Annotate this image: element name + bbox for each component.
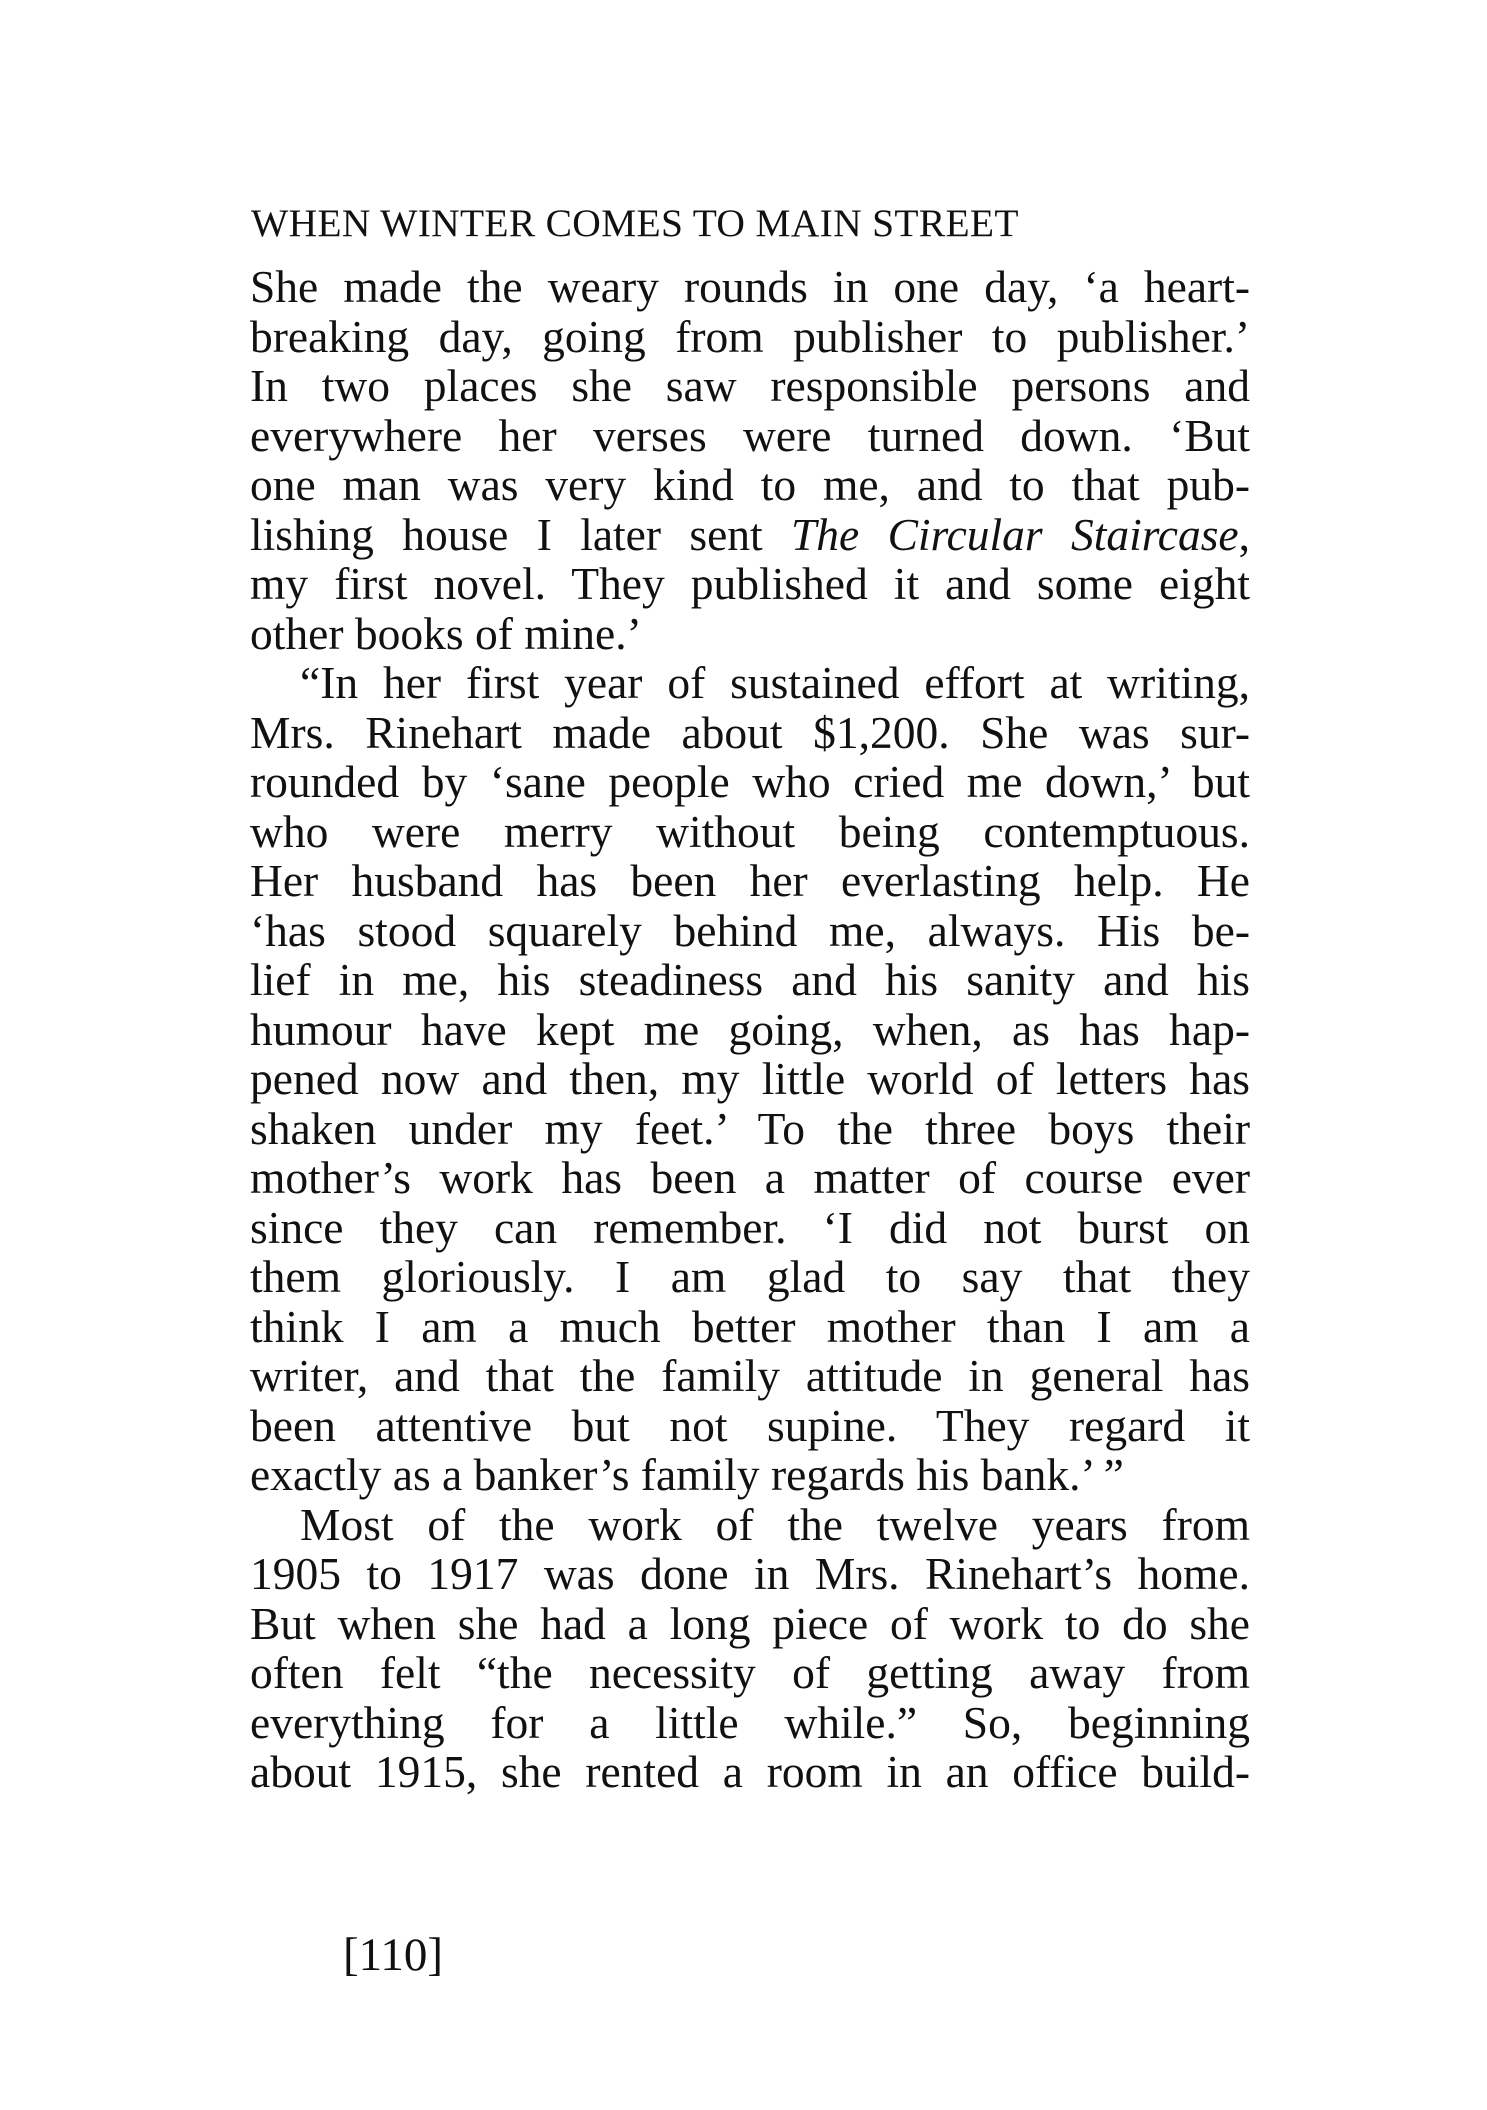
paragraph bbox=[250, 262, 1250, 658]
text-line: think I am a much better mother than I am a bbox=[250, 1300, 1250, 1352]
text-line: often felt “the necessity of getting away from bbox=[250, 1647, 1250, 1698]
text-line: shaken under my feet.’ To the three boys their bbox=[250, 1102, 1250, 1154]
text-line: breaking day, going from publisher to publisher.’ bbox=[250, 310, 1250, 362]
text-line: one man was very kind to me, and to that pub- bbox=[250, 459, 1250, 510]
text-line: In two places she saw responsible persons and bbox=[250, 360, 1250, 411]
text-line: “In her first year of sustained effort at writing, bbox=[300, 657, 1250, 708]
text-line: everywhere her verses were turned down. ‘But bbox=[250, 409, 1250, 461]
page-number: [110] bbox=[343, 1929, 444, 1981]
text-line: She made the weary rounds in one day, ‘a heart- bbox=[250, 261, 1250, 312]
text-line: who were merry without being contemptuous. bbox=[250, 805, 1250, 857]
text-line: about 1915, she rented a room in an office build- bbox=[250, 1746, 1250, 1797]
text-line: mother’s work has been a matter of course ever bbox=[250, 1152, 1250, 1203]
book-title: The Circular Staircase bbox=[791, 508, 1239, 560]
text-line: humour have kept me going, when, as has hap- bbox=[250, 1003, 1250, 1055]
body-text bbox=[250, 262, 1250, 1797]
text-line: ‘has stood squarely behind me, always. His be- bbox=[250, 904, 1250, 956]
text-line: But when she had a long piece of work to do she bbox=[250, 1597, 1250, 1649]
text-line: since they can remember. ‘I did not burst on bbox=[250, 1201, 1250, 1253]
text-line: my first novel. They published it and some eight bbox=[250, 558, 1250, 609]
text-run: lishing house I later sent bbox=[250, 508, 791, 560]
running-head: WHEN WINTER COMES TO MAIN STREET bbox=[251, 201, 1019, 245]
paragraph bbox=[250, 1500, 1250, 1797]
text-line: everything for a little while.” So, beginning bbox=[250, 1696, 1250, 1748]
text-line: Her husband has been her everlasting help. He bbox=[250, 855, 1250, 906]
text-line: writer, and that the family attitude in general has bbox=[250, 1350, 1250, 1401]
text-run: , bbox=[1238, 508, 1250, 560]
text-line: been attentive but not supine. They regard it bbox=[250, 1399, 1250, 1451]
text-line: lief in me, his steadiness and his sanity and his bbox=[250, 954, 1250, 1005]
text-line: them gloriously. I am glad to say that they bbox=[250, 1251, 1250, 1302]
text-line: other books of mine.’ bbox=[250, 607, 642, 659]
text-line: pened now and then, my little world of letters has bbox=[250, 1053, 1250, 1104]
text-line: exactly as a banker’s family regards his bank.’ ” bbox=[250, 1449, 1124, 1500]
text-line: Most of the work of the twelve years from bbox=[300, 1498, 1250, 1550]
paragraph bbox=[250, 658, 1250, 1500]
text-line: 1905 to 1917 was done in Mrs. Rinehart’s home. bbox=[250, 1548, 1250, 1599]
text-line bbox=[250, 510, 1250, 560]
text-line: Mrs. Rinehart made about $1,200. She was sur- bbox=[250, 706, 1250, 758]
text-line: rounded by ‘sane people who cried me down,’ but bbox=[250, 756, 1250, 807]
